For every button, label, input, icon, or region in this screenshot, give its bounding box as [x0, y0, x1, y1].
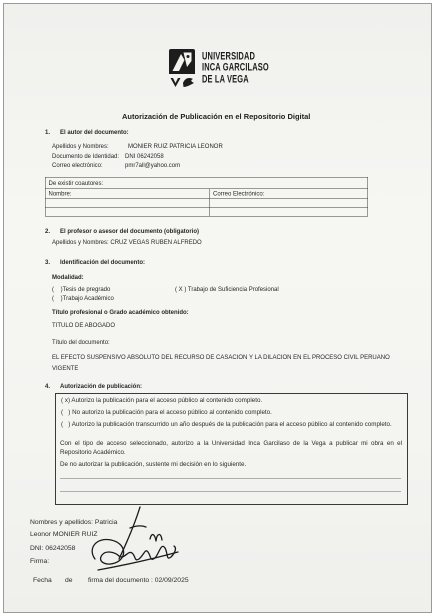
university-name-line: UNIVERSIDAD: [202, 49, 256, 62]
authorization-option-full: ( x) Autorizo la publicación para el acceso público al contenido completo.: [61, 396, 263, 404]
section-3-number: 3.: [45, 258, 51, 266]
signature-date: [88, 576, 189, 584]
coauthor-name-header: Nombre:: [45, 189, 210, 199]
author-id-value: DNI 06242058: [125, 152, 164, 160]
table-row: [45, 208, 368, 217]
coauthors-caption: De existir coautores:: [45, 177, 368, 189]
advisor-name-label: Apellidos y Nombres:: [52, 238, 109, 246]
section-4-number: 4.: [45, 382, 51, 390]
signer-name-line: Leonor MONIER RUIZ: [30, 530, 98, 538]
doc-title-label: Título del documento:: [52, 338, 110, 346]
section-3-heading: Identificación del documento:: [60, 258, 146, 266]
date-label-word: firma del documento :: [88, 576, 153, 584]
authorization-option-deny: ( ) No autorizo la publicación para el acceso público al contenido completo.: [61, 408, 272, 416]
university-crest-icon: [168, 48, 196, 90]
author-name-value: MONIER RUIZ PATRICIA LEONOR: [128, 142, 223, 150]
table-cell: [45, 208, 210, 217]
table-cell: [45, 198, 210, 208]
advisor-name-value: CRUZ VEGAS RUBEN ALFREDO: [110, 238, 202, 246]
table-row: [45, 189, 368, 199]
consent-text-line: Con el tipo de acceso seleccionado, autorizo a la Universidad Inca Garcilaso de la Vega a publicar mi obra en el: [60, 439, 402, 447]
table-row: [45, 177, 368, 189]
modality-option-academic: ( )Trabajo Académico: [52, 294, 114, 302]
coauthors-table: [45, 177, 368, 217]
coauthor-email-header: Correo Electrónico:: [210, 189, 368, 199]
modality-option-thesis: ( )Tesis de pregrado: [52, 285, 111, 293]
advisor-field: [52, 239, 202, 246]
signature-label: Firma:: [30, 557, 50, 565]
table-row: [45, 198, 368, 208]
authorization-option-delayed: ( ) Autorizo la publicación transcurrido un año después de la publicación para el acceso público al contenido completo.: [61, 420, 392, 428]
author-email-label: Correo electrónico:: [52, 161, 103, 169]
author-id-label: Documento de Identidad:: [52, 152, 120, 160]
justification-line: [60, 491, 401, 492]
date-label-word: de: [65, 576, 73, 584]
doc-title-value: EL EFECTO SUSPENSIVO ABSOLUTO DEL RECURSO DE CASACION Y LA DILACION EN EL PROCESO CIVIL PERUANO VIGENTE: [52, 353, 390, 372]
handwritten-signature-icon: [80, 500, 190, 575]
section-2-number: 2.: [45, 227, 51, 235]
section-1-number: 1.: [45, 128, 51, 136]
degree-value: TITULO DE ABOGADO: [52, 321, 116, 329]
university-name-line: INCA GARCILASO: [202, 60, 269, 73]
author-name-label: Apellidos y Nombres:: [52, 142, 109, 150]
section-1-heading: El autor del documento:: [60, 128, 129, 136]
date-label-word: Fecha: [33, 576, 52, 584]
modality-option-professional: ( X ) Trabajo de Suficiencia Profesional: [175, 285, 279, 293]
modality-label: Modalidad:: [52, 273, 84, 281]
justification-line: [60, 478, 401, 479]
document-title: Autorización de Publicación en el Repositorio Digital: [122, 112, 311, 121]
table-cell: [210, 198, 368, 208]
university-name-line: DE LA VEGA: [202, 72, 249, 85]
table-cell: [210, 208, 368, 217]
section-2-heading: El profesor o asesor del documento (obligatorio): [60, 227, 200, 235]
section-4-heading: Autorización de publicación:: [60, 382, 143, 390]
signer-name-line: Nombres y apellidos: Patricia: [30, 518, 118, 526]
date-value: 02/09/2025: [154, 576, 189, 584]
signer-dni: DNI: 06242058: [30, 544, 76, 552]
degree-label: Título profesional o Grado académico obtenido:: [52, 308, 189, 316]
author-email-value: pmr7all@yahoo.com: [125, 161, 181, 169]
consent-text-line: Repositorio Académico.: [60, 448, 126, 456]
justification-prompt: De no autorizar la publicación, sustente mi decisión en lo siguiente.: [60, 460, 247, 468]
